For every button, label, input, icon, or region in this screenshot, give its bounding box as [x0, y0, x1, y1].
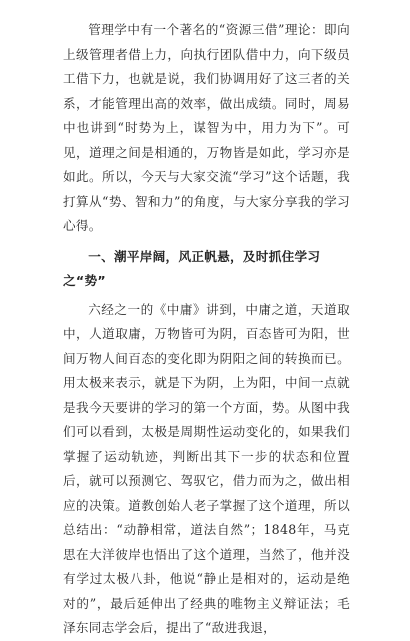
intro-paragraph: 管理学中有一个著名的“资源三借”理论：即向上级管理者借上力，向执行团队借中力，向下级员工借下力，也就是说，我们协调用好了这三者的关系，才能管理出高的效率，做出成绩。同时，周易中也讲到“时势为上，谋智为中，用力为下”。可见，道理之间是相通的，万物皆是如此，学习亦是如此。所以，今天与大家交流“学习”这个话题，我打算从“势、智和力”的角度，与大家分享我的学习心得。 — [63, 22, 350, 233]
section-paragraph: 六经之一的《中庸》讲到，中庸之道，天道取中，人道取庸，万物皆可为阴，百态皆可为阳，世间万物人间百态的变化即为阴阳之间的转换而已。用太极来表示，就是下为阴，上为阳，中间一点就是我今天要讲的学习的第一个方面，势。从图中我们可以看到，太极是周期性运动变化的，如果我们掌握了运动轨迹，判断出其下一步的状态和位置后，就可以预测它、驾驭它，借力而为之，做出相应的决策。道教创始人老子掌握了这个道理，所以总结出：“动静相常，道法自然”；1848年，马克思在大洋彼岸也悟出了这个道理，当然了，他并没有学过太极八卦，他说“静止是相对的，运动是绝对的”，最后延伸出了经典的唯物主义辩证法；毛泽东同志学会后，提出了“敌进我退， — [63, 301, 350, 635]
section-heading: 一、潮平岸阔，风正帆悬，及时抓住学习之“势” — [63, 248, 321, 288]
